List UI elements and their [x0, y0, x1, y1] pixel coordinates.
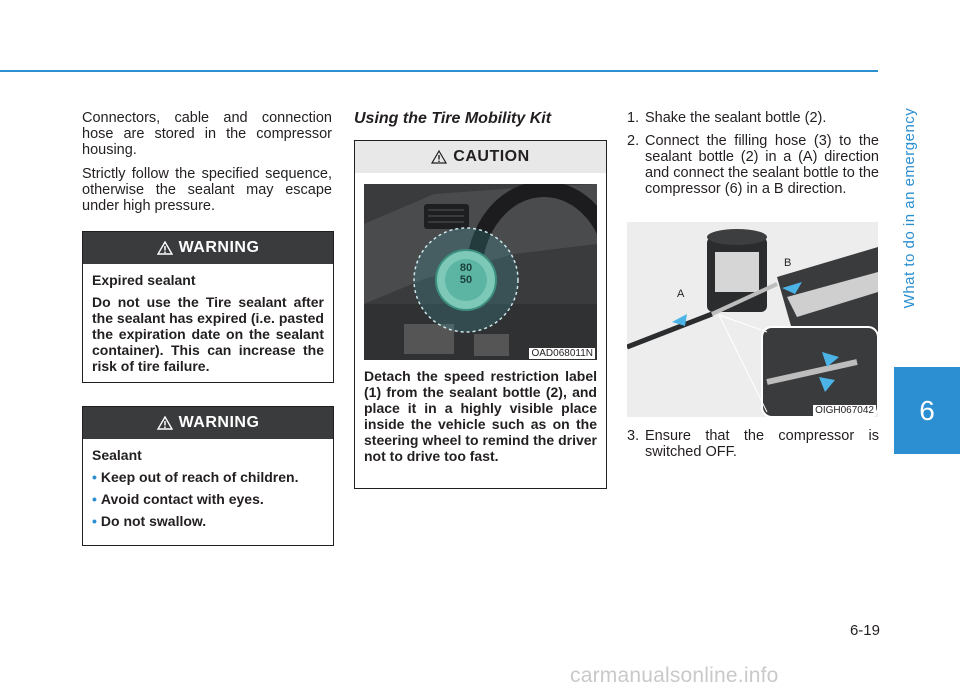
- caution-triangle-icon: [431, 150, 447, 164]
- header-rule: [0, 70, 878, 72]
- sequence-paragraph: Strictly follow the specified sequence, otherwise the sealant may escape under high pressure.: [82, 166, 332, 214]
- warning-header: [83, 407, 333, 439]
- list-item: • Keep out of reach of children.: [92, 469, 299, 485]
- dashboard-illustration: [364, 184, 597, 360]
- warning-text: Do not use the Tire sealant after the sealant has expired (i.e. pasted the expiration date on the sealant container). This can increase the risk of tire failure.: [92, 294, 324, 374]
- right-column-lower: [627, 428, 879, 467]
- list-item: • Avoid contact with eyes.: [92, 491, 264, 507]
- compressor-illustration: [627, 222, 878, 417]
- compressor-drawing: [627, 222, 878, 417]
- label-speed-bottom: 50: [459, 274, 473, 286]
- section-title: Using the Tire Mobility Kit: [354, 110, 552, 127]
- warning-header-label: WARNING: [178, 239, 260, 256]
- warning-box-sealant: [82, 406, 334, 546]
- intro-paragraph: Connectors, cable and connection hose are stored in the compressor housing.: [82, 110, 332, 158]
- warning-triangle-icon: [157, 241, 173, 255]
- callout-b: B: [784, 257, 792, 269]
- section-tab-title: What to do in an emergency: [901, 107, 918, 309]
- caution-header-label: CAUTION: [453, 148, 530, 165]
- step-item: 2. Connect the filling hose (3) to the sealant bottle (2) in a (A) direction and connect the sealant bottle to the compressor (6) in a B direction.: [627, 133, 879, 197]
- dashboard-drawing: [364, 184, 597, 360]
- warning-title: Sealant: [92, 447, 142, 463]
- figure-code: OAD068011N: [531, 348, 593, 359]
- right-column: [627, 110, 879, 204]
- caution-text: Detach the speed restriction label (1) from the sealant bottle (2), and place it in a highly visible place inside the vehicle such as on the steering wheel to remind the driver not to drive too fast.: [364, 368, 597, 464]
- watermark: carmanualsonline.info: [570, 664, 779, 687]
- list-item: • Do not swallow.: [92, 513, 207, 529]
- step-item: 1. Shake the sealant bottle (2).: [627, 110, 827, 126]
- warning-header: [83, 232, 333, 264]
- caution-header: [355, 141, 606, 173]
- label-speed-top: 80: [459, 262, 473, 274]
- warning-triangle-icon: [157, 416, 173, 430]
- step-item: 3. Ensure that the compressor is switched OFF.: [627, 428, 879, 460]
- warning-title: Expired sealant: [92, 272, 196, 288]
- page-number: 6-19: [849, 622, 880, 639]
- figure-code: OIGH067042: [815, 405, 874, 416]
- warning-header-label: WARNING: [178, 414, 260, 431]
- callout-a: A: [677, 288, 685, 300]
- warning-box-expired: [82, 231, 334, 383]
- chapter-number-badge: 6: [894, 367, 960, 454]
- caution-box: [354, 140, 607, 489]
- left-column: [82, 110, 332, 222]
